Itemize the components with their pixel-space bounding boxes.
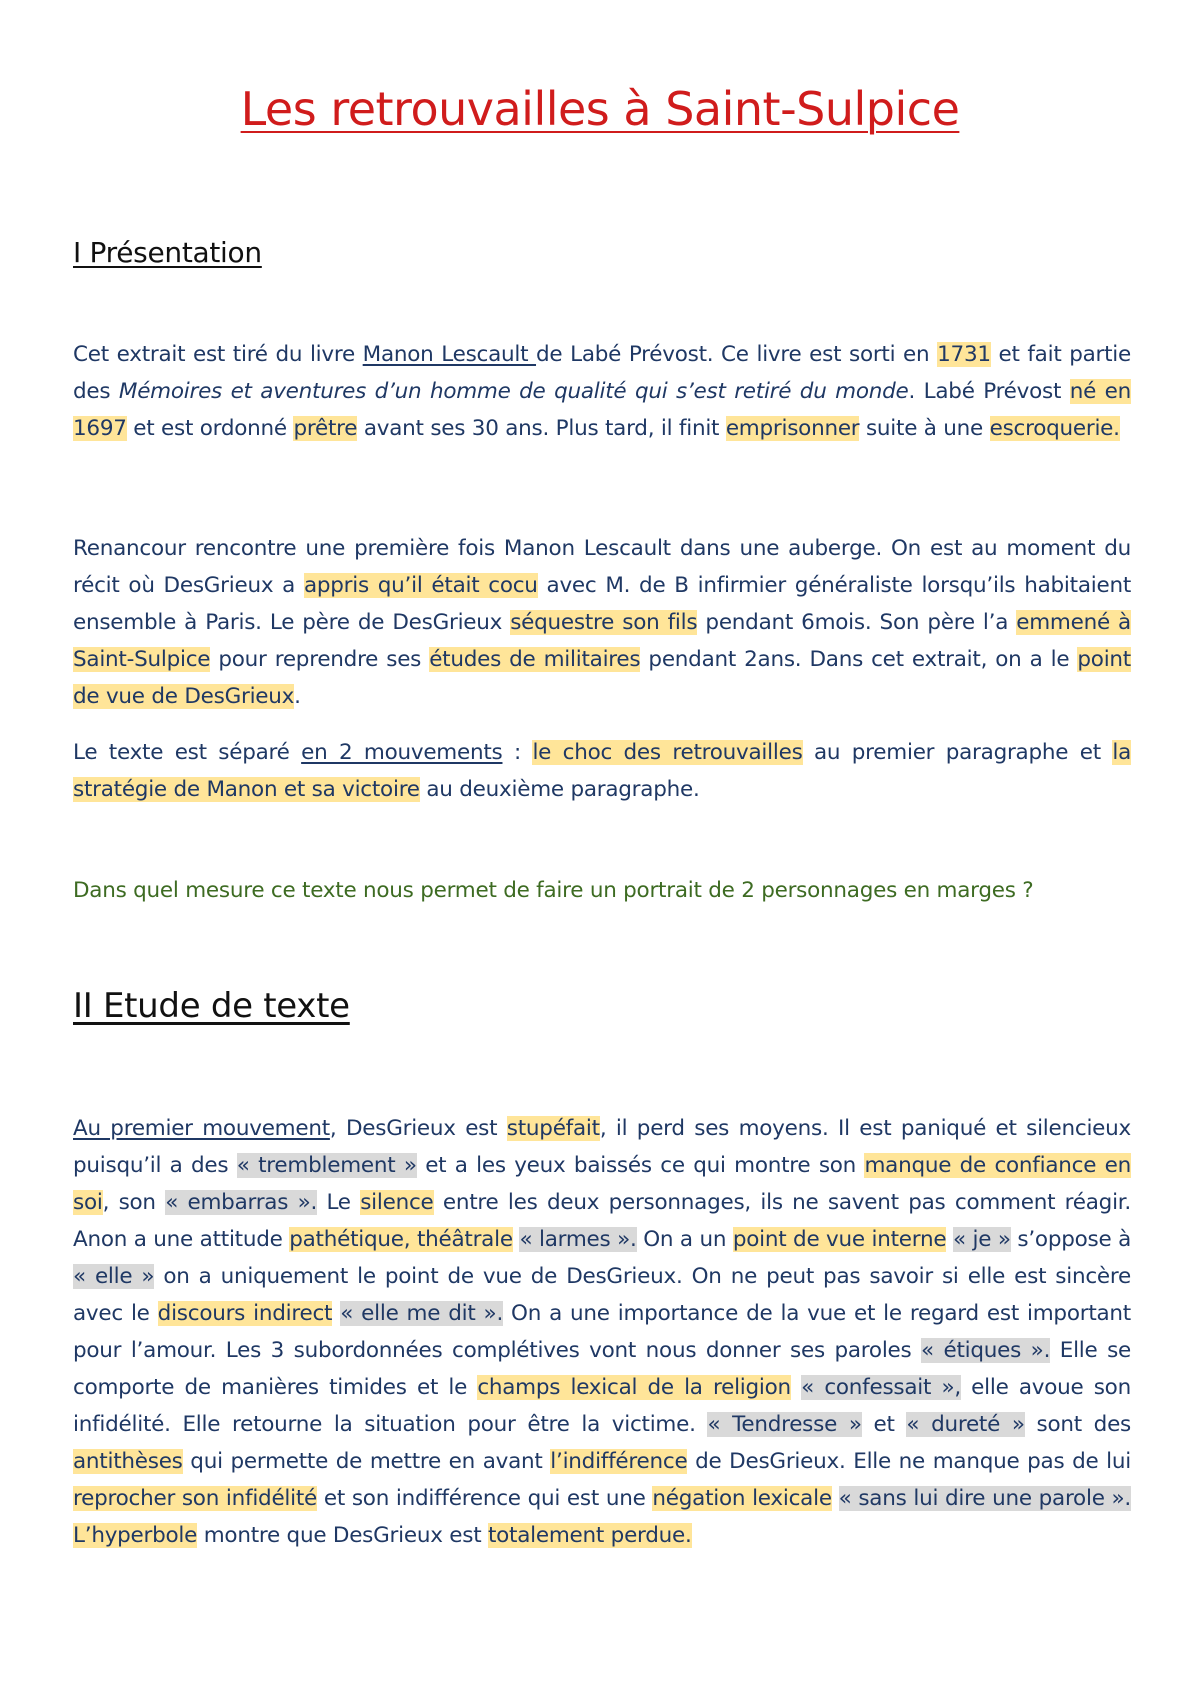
paragraph-presentation-2 [73, 530, 1131, 715]
text-run: Renancour rencontre une première fois Manon Lescault dans une auberge. On est au moment du récit où DesGrieux a [73, 536, 1131, 598]
text-run: avant ses 30 ans. Plus tard, il finit [357, 416, 726, 441]
text-run: au premier paragraphe et [802, 740, 1113, 765]
problematic-question: Dans quel mesure ce texte nous permet de faire un portrait de 2 personnages en marges ? [73, 878, 1034, 903]
highlight-yellow: appris qu’il était cocu [303, 573, 538, 598]
text-run: et [861, 1412, 907, 1437]
text-run: pendant 2ans. Dans cet extrait, on a le [640, 647, 1078, 672]
text-run: et fait partie des [73, 342, 1132, 404]
highlight-yellow: négation lexicale [652, 1486, 832, 1511]
highlight-yellow: emmené à Saint-Sulpice [73, 610, 1131, 672]
book-title-link: Manon Lescault [362, 342, 537, 367]
highlight-yellow: manque de confiance en soi [73, 1153, 1131, 1215]
highlight-gray: « Tendresse » [707, 1412, 862, 1437]
highlight-yellow: discours indirect [157, 1301, 333, 1326]
highlight-yellow: le choc des retrouvailles [532, 740, 803, 765]
highlight-yellow: champs lexical de la religion [477, 1375, 791, 1400]
highlight-yellow: antithèses [73, 1449, 183, 1474]
highlight-yellow: point de vue de DesGrieux [73, 647, 1131, 709]
highlight-yellow: emprisonner [725, 416, 860, 441]
underlined-text: Au premier mouvement [73, 1116, 330, 1141]
paragraph-presentation-1 [73, 336, 1131, 447]
text-run: , son [102, 1190, 166, 1215]
paragraph-presentation-3 [73, 734, 1131, 808]
text-run: Le texte est séparé [73, 740, 302, 765]
highlight-yellow: silence [360, 1190, 434, 1215]
highlight-yellow: études de militaires [429, 647, 641, 672]
highlight-gray: « dureté » [906, 1412, 1025, 1437]
highlight-yellow: totalement perdue. [487, 1523, 692, 1548]
text-run: au deuxième paragraphe. [419, 777, 700, 802]
text-run: entre les deux personnages, ils ne savent pas comment réagir. Anon a une attitude [73, 1190, 1131, 1252]
text-run [791, 1375, 801, 1400]
text-run: et est ordonné [126, 416, 294, 441]
highlight-yellow: reprocher son infidélité [73, 1486, 318, 1511]
text-run: . [294, 684, 301, 709]
text-run: et son indifférence qui est une [317, 1486, 653, 1511]
text-run: de DesGrieux. Elle ne manque pas de lui [687, 1449, 1132, 1474]
highlight-yellow: pathétique, théâtrale [289, 1227, 513, 1252]
text-run: s’oppose à [1010, 1227, 1131, 1252]
italic-title: Mémoires et aventures d’un homme de qualité qui s’est retiré du monde [118, 379, 909, 404]
highlight-yellow: stupéfait [506, 1116, 600, 1141]
text-run: pendant 6mois. Son père l’a [697, 610, 1017, 635]
text-run: qui permette de mettre en avant [182, 1449, 551, 1474]
highlight-yellow: L’hyperbole [73, 1523, 198, 1548]
highlight-yellow: la stratégie de Manon et sa victoire [73, 740, 1132, 802]
text-run: pour reprendre ses [210, 647, 430, 672]
text-run: et a les yeux baissés ce qui montre son [416, 1153, 865, 1178]
highlight-gray: « elle me dit ». [340, 1301, 504, 1326]
text-run: suite à une [859, 416, 990, 441]
text-run: de Labé Prévost. Ce livre est sorti en [536, 342, 938, 367]
highlight-gray: « elle » [73, 1264, 155, 1289]
highlight-gray: « embarras ». [165, 1190, 318, 1215]
highlight-gray: « sans lui dire une parole ». [838, 1486, 1131, 1511]
text-run: : [502, 740, 533, 765]
highlight-gray: « étiques ». [921, 1338, 1051, 1363]
text-run: . Labé Prévost [908, 379, 1070, 404]
text-run: avec M. de B infirmier généraliste lorsqu’ils habitaient ensemble à Paris. Le père de DesGrieux [73, 573, 1131, 635]
page-title: Les retrouvailles à Saint-Sulpice [240, 82, 960, 136]
text-run: Cet extrait est tiré du livre [73, 342, 363, 367]
highlight-gray: « tremblement » [236, 1153, 417, 1178]
section-heading-presentation: I Présentation [73, 236, 262, 269]
paragraph-etude-1 [73, 1110, 1131, 1554]
highlight-yellow: prêtre [293, 416, 358, 441]
text-run: Elle se comporte de manières timides et le [73, 1338, 1131, 1400]
text-run: elle avoue son infidélité. Elle retourne la situation pour être la victime. [73, 1375, 1131, 1437]
text-run: Le [317, 1190, 361, 1215]
text-run [946, 1227, 953, 1252]
highlight-yellow: point de vue interne [732, 1227, 947, 1252]
highlight-yellow: escroquerie. [989, 416, 1120, 441]
highlight-yellow: l’indifférence [550, 1449, 688, 1474]
text-run: On a un [636, 1227, 733, 1252]
highlight-gray: « confessait », [801, 1375, 961, 1400]
text-run: on a uniquement le point de vue de DesGrieux. On ne peut pas savoir si elle est sincère avec le [73, 1264, 1131, 1326]
text-run: , DesGrieux est [329, 1116, 507, 1141]
highlight-yellow: séquestre son fils [510, 610, 698, 635]
highlight-gray: « larmes ». [519, 1227, 637, 1252]
text-run: sont des [1024, 1412, 1131, 1437]
highlight-gray: « je » [952, 1227, 1011, 1252]
text-run: montre que DesGrieux est [197, 1523, 488, 1548]
text-run: , il perd ses moyens. Il est paniqué et silencieux puisqu’il a des [73, 1116, 1132, 1178]
section-heading-etude: II Etude de texte [73, 986, 350, 1026]
text-run: On a une importance de la vue et le regard est important pour l’amour. Les 3 subordonnées complétives vont nous donner ses paroles [73, 1301, 1131, 1363]
highlight-yellow: né en 1697 [73, 379, 1132, 441]
text-run [832, 1486, 839, 1511]
underlined-text: en 2 mouvements [301, 740, 503, 765]
highlight-yellow: 1731 [937, 342, 991, 367]
